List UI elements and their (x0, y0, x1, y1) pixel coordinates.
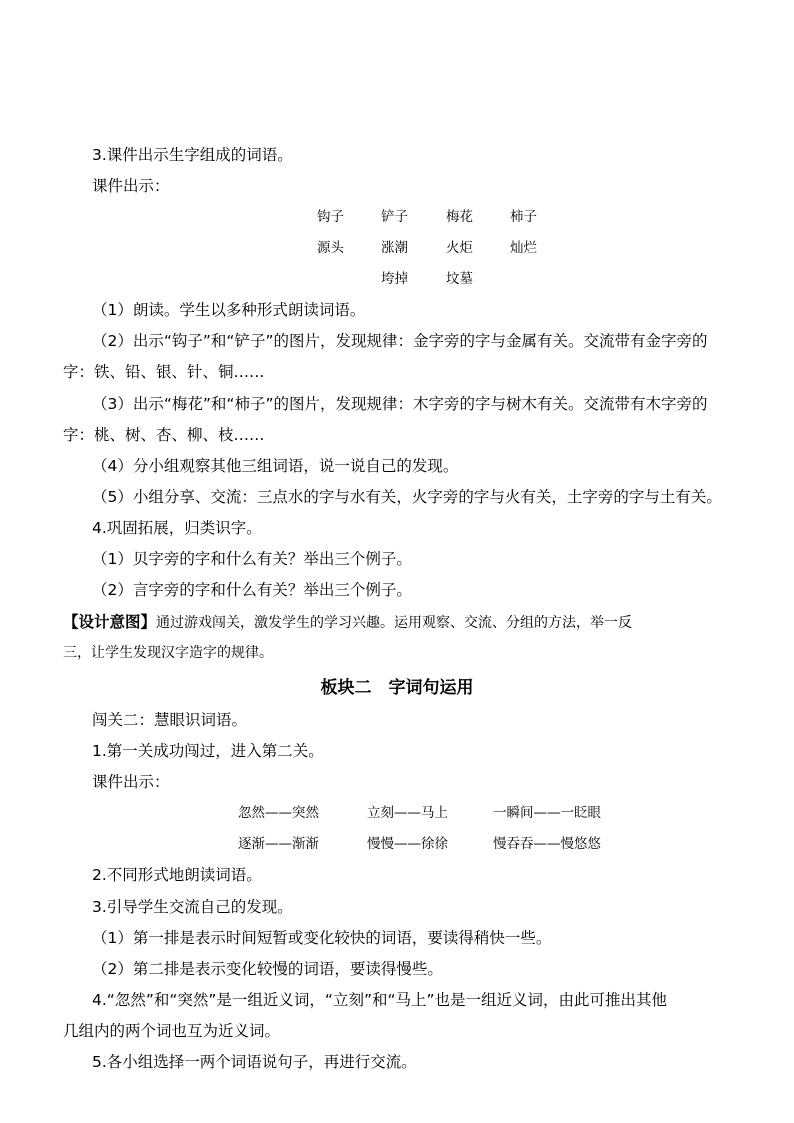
synonym-pair: 慢慢——徐徐 (367, 836, 448, 852)
item-2-text: （2）出示“钩子”和“铲子”的图片，发现规律：金字旁的字与金属有关。交流带有金字旁的 (92, 332, 708, 350)
item-1-text: （1）朗读。学生以多种形式朗读词语。 (92, 301, 366, 319)
question-1-text: （1）贝字旁的字和什么有关？举出三个例子。 (92, 550, 412, 568)
item-5-text: （5）小组分享、交流：三点水的字与水有关，火字旁的字与火有关，土字旁的字与土有关。 (92, 488, 722, 506)
word-item: 柿子 (510, 209, 537, 225)
word-item: 火炬 (446, 240, 473, 256)
synonym-pair: 逐渐——渐渐 (238, 836, 319, 852)
step-5-text: 5.各小组选择一两个词语说句子，再进行交流。 (92, 1053, 417, 1071)
level-title: 闯关二：慧眼识词语。 (92, 711, 248, 729)
step-4-continuation: 几组内的两个词也互为近义词。 (63, 1022, 281, 1040)
word-item: 铲子 (381, 209, 408, 225)
design-intent-continuation: 三，让学生发现汉字造字的规律。 (63, 645, 273, 661)
design-intent-text: 通过游戏闯关，激发学生的学习兴趣。运用观察、交流、分组的方法，举一反 (156, 615, 633, 631)
step-4-text: 4.巩固拓展，归类识字。 (92, 519, 262, 537)
item-1-text: （1）第一排是表示时间短暂或变化较快的词语，要读得稍快一些。 (92, 929, 552, 947)
synonym-pair: 忽然——突然 (238, 805, 319, 821)
synonym-pair: 一瞬间——一眨眼 (493, 805, 601, 821)
word-item: 垮掉 (381, 271, 408, 287)
synonym-pair: 立刻——马上 (367, 805, 448, 821)
word-item: 涨潮 (381, 240, 408, 256)
design-intent-label: 【设计意图】 (63, 613, 157, 631)
word-item: 钩子 (317, 209, 344, 225)
item-2-text: （2）第二排是表示变化较慢的词语，要读得慢些。 (92, 960, 443, 978)
word-item: 坟墓 (446, 271, 473, 287)
section-heading: 板块二 字词句运用 (320, 678, 474, 698)
word-item: 梅花 (446, 209, 473, 225)
synonym-pair: 慢吞吞——慢悠悠 (493, 836, 601, 852)
item-4-text: （4）分小组观察其他三组词语，说一说自己的发现。 (92, 457, 459, 475)
step-2-text: 2.不同形式地朗读词语。 (92, 866, 262, 884)
step-1-text: 1.第一关成功闯过，进入第二关。 (92, 742, 324, 760)
step-3-text: 3.引导学生交流自己的发现。 (92, 898, 293, 916)
item-2-continuation: 字：铁、铅、银、针、铜…… (63, 363, 265, 381)
step-4-text: 4.“忽然”和“突然”是一组近义词，“立刻”和“马上”也是一组近义词，由此可推出其他 (92, 991, 668, 1009)
item-3-continuation: 字：桃、树、杏、柳、枝…… (63, 426, 265, 444)
step-3-text: 3.课件出示生字组成的词语。 (92, 146, 293, 164)
courseware-label: 课件出示： (92, 177, 170, 195)
courseware-label: 课件出示： (92, 773, 170, 791)
question-2-text: （2）言字旁的字和什么有关？举出三个例子。 (92, 581, 412, 599)
design-intent (63, 612, 632, 633)
item-3-text: （3）出示“梅花”和“柿子”的图片，发现规律：木字旁的字与树木有关。交流带有木字旁的 (92, 395, 708, 413)
word-item: 源头 (317, 240, 344, 256)
word-item: 灿烂 (510, 240, 537, 256)
